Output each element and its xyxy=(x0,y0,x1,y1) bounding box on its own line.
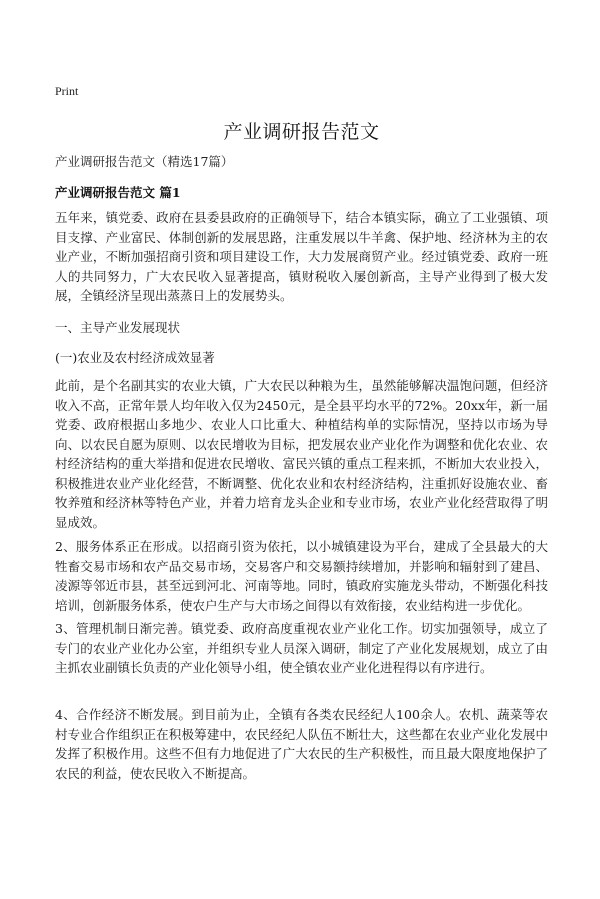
document-title: 产业调研报告范文 xyxy=(223,121,380,143)
paragraph-management: 3、管理机制日渐完善。镇党委、政府高度重视农业产业化工作。切实加强领导，成立了专门的农业产业化办公室，并组织专业人员深入调研，制定了产业化发展规划，成立了由主抓农业副镇长负责的产业化领导小组，使全镇农业产业化进程得以有序进行。 xyxy=(55,621,548,675)
document-subtitle: 产业调研报告范文（精选17篇） xyxy=(55,154,234,169)
paragraph-intro: 五年来，镇党委、政府在县委县政府的正确领导下，结合本镇实际，确立了工业强镇、项目支撑、产业富民、体制创新的发展思路，注重发展以牛羊禽、保护地、经济林为主的农业产业，不断加强招商引资和项目建设工作，大力发展商贸产业。经过镇党委、政府一班人的共同努力，广大农民收入显著提高，镇财税收入屡创新高，主导产业得到了极大发展，全镇经济呈现出蒸蒸日上的发展势头。 xyxy=(55,210,548,303)
print-label[interactable]: Print xyxy=(55,84,79,98)
section-heading: 产业调研报告范文 篇1 xyxy=(55,185,181,200)
subheading-agriculture: (一)农业及农村经济成效显著 xyxy=(55,350,215,365)
paragraph-agriculture: 此前，是个名副其实的农业大镇，广大农民以种粮为生，虽然能够解决温饱问题，但经济收入不高，正常年景人均年收入仅为2450元，是全县平均水平的72%。20xx年，新一届党委、政府根据山多地少、农业人口比重大、种植结构单的实际情况，坚持以市场为导向、以农民自愿为原则、以农民增收为目标，把发展农业产业化作为调整和优化农业、农村经济结构的重大举措和促进农民增收、富民兴镇的重点工程来抓，不断加大农业投入，积极推进农业产业化经营，不断调整、优化农业和农村经济结构，注重抓好设施农业、畜牧养殖和经济林等特色产业，并着力培育龙头企业和专业市场，农业产业化经营取得了明显成效。 xyxy=(55,378,548,530)
paragraph-cooperation: 4、合作经济不断发展。到目前为止，全镇有各类农民经纪人100余人。农机、蔬菜等农村专业合作组织正在积极筹建中，农民经纪人队伍不断壮大，这些都在农业产业化发展中发挥了积极作用。这些不但有力地促进了广大农民的生产积极性，而且最大限度地保护了农民的利益，使农民收入不断提高。 xyxy=(55,707,548,781)
subheading-main-industry: 一、主导产业发展现状 xyxy=(55,320,181,335)
paragraph-service-system: 2、服务体系正在形成。以招商引资为依托，以小城镇建设为平台，建成了全县最大的大牲畜交易市场和农产品交易市场，交易客户和交易额持续增加，并影响和辐射到了建昌、凌源等邻近市县，甚至远到河北、河南等地。同时，镇政府实施龙头带动，不断强化科技培训，创新服务体系，使农户生产与大市场之间得以有效衔接，农业结构进一步优化。 xyxy=(55,539,548,613)
